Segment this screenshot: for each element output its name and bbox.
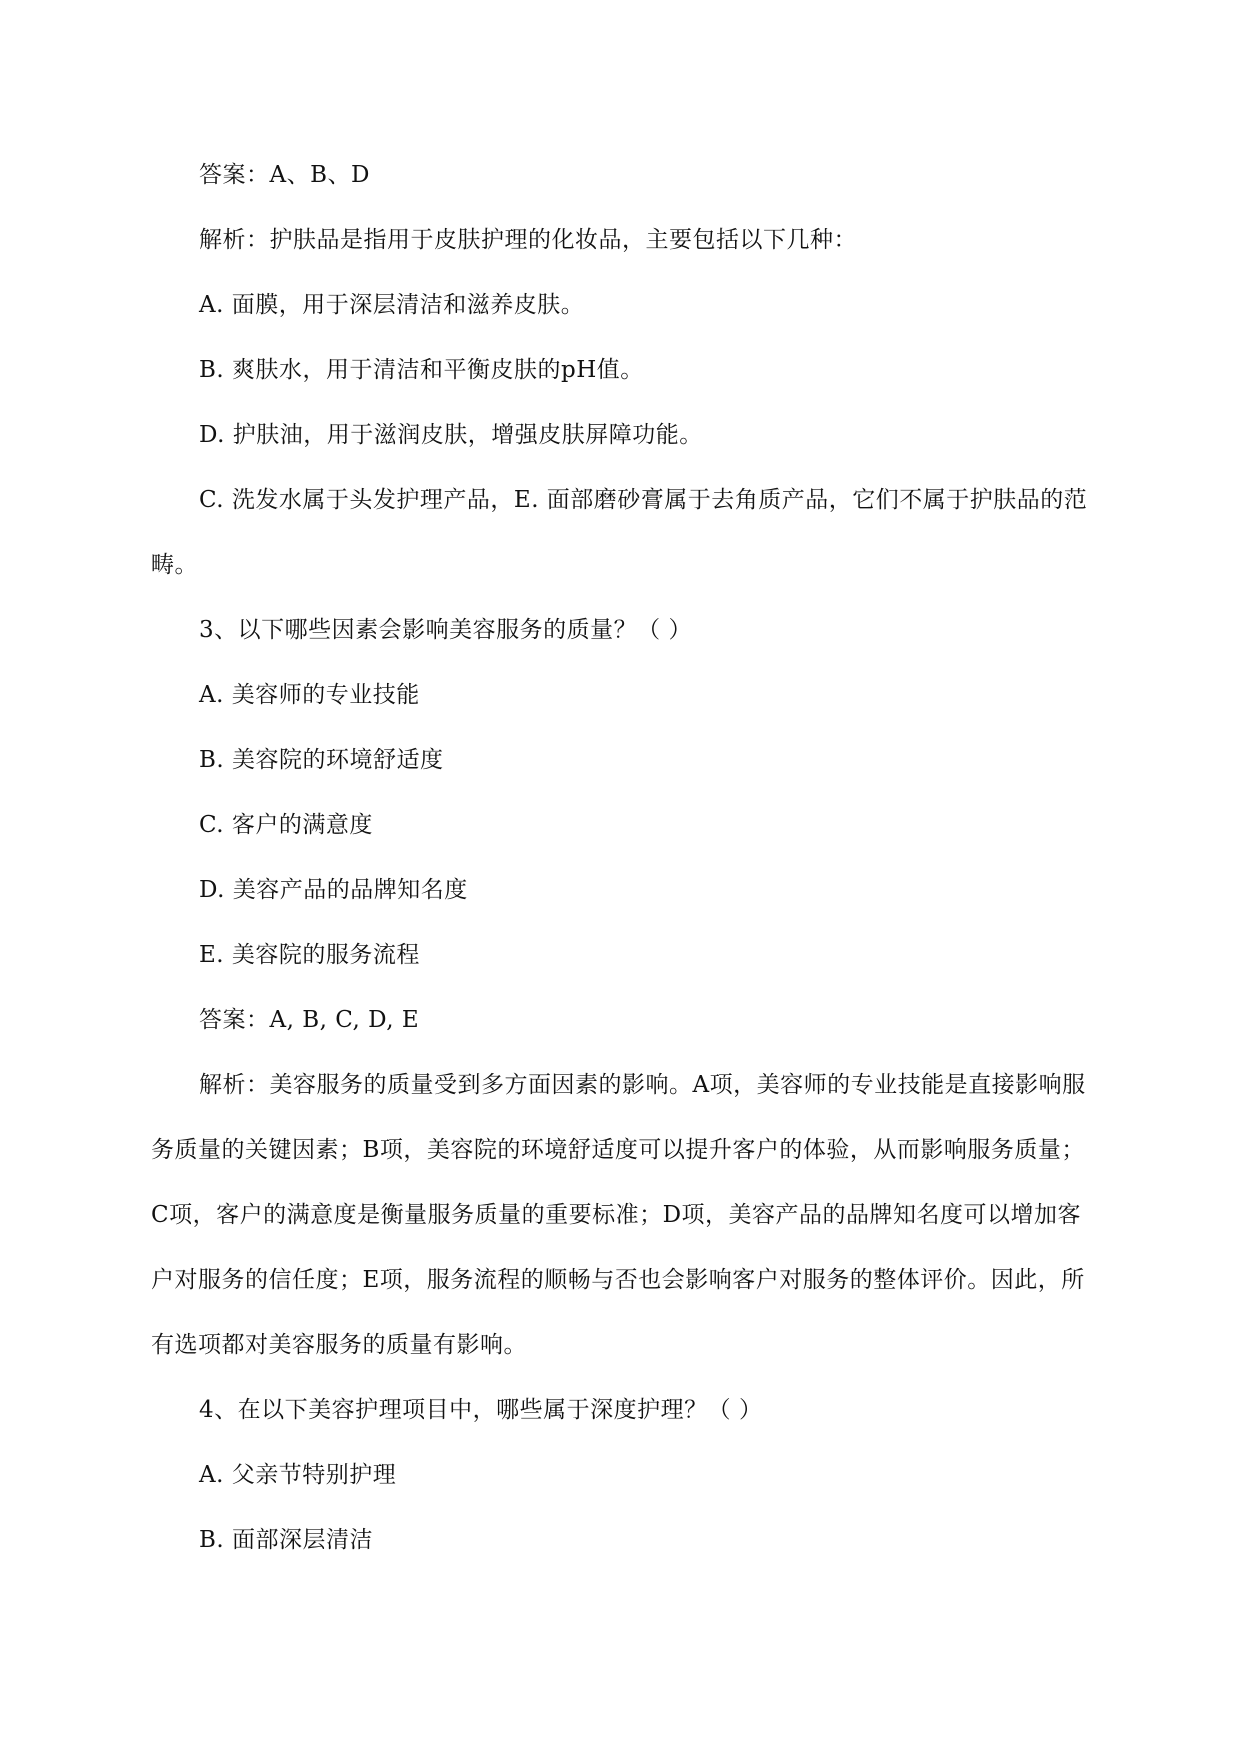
explanation-item-b: B. 爽肤水，用于清洁和平衡皮肤的pH值。 [199, 357, 644, 383]
question-4: 4、在以下美容护理项目中，哪些属于深度护理？（ ） [199, 1397, 763, 1423]
explanation-note-ce: C. 洗发水属于头发护理产品，E. 面部磨砂膏属于去角质产品，它们不属于护肤品的范畴。 [151, 487, 1088, 578]
q4-option-a: A. 父亲节特别护理 [199, 1462, 397, 1488]
explanation-item-a: A. 面膜，用于深层清洁和滋养皮肤。 [199, 292, 585, 318]
answer-line-q2: 答案：A、B、D [199, 162, 370, 188]
q3-option-a: A. 美容师的专业技能 [199, 682, 420, 708]
q3-option-b: B. 美容院的环境舒适度 [199, 747, 444, 773]
q3-option-c: C. 客户的满意度 [199, 812, 373, 838]
explanation-q3: 解析：美容服务的质量受到多方面因素的影响。A项，美容师的专业技能是直接影响服务质量的关键因素；B项，美容院的环境舒适度可以提升客户的体验，从而影响服务质量；C项，客户的满意度是衡量服务质量的重要标准；D项，美容产品的品牌知名度可以增加客户对服务的信任度；E项，服务流程的顺畅与否也会影响客户对服务的整体评价。因此，所有选项都对美容服务的质量有影响。 [151, 1072, 1086, 1358]
q3-option-d: D. 美容产品的品牌知名度 [199, 877, 468, 903]
q3-option-e: E. 美容院的服务流程 [199, 942, 420, 968]
document-body [151, 143, 1093, 1573]
question-3: 3、以下哪些因素会影响美容服务的质量？（ ） [199, 617, 692, 643]
explanation-item-d: D. 护肤油，用于滋润皮肤，增强皮肤屏障功能。 [199, 422, 703, 448]
answer-line-q3: 答案：A, B, C, D, E [199, 1007, 420, 1033]
explanation-intro-q2: 解析：护肤品是指用于皮肤护理的化妆品，主要包括以下几种： [199, 227, 857, 253]
q4-option-b: B. 面部深层清洁 [199, 1527, 374, 1553]
